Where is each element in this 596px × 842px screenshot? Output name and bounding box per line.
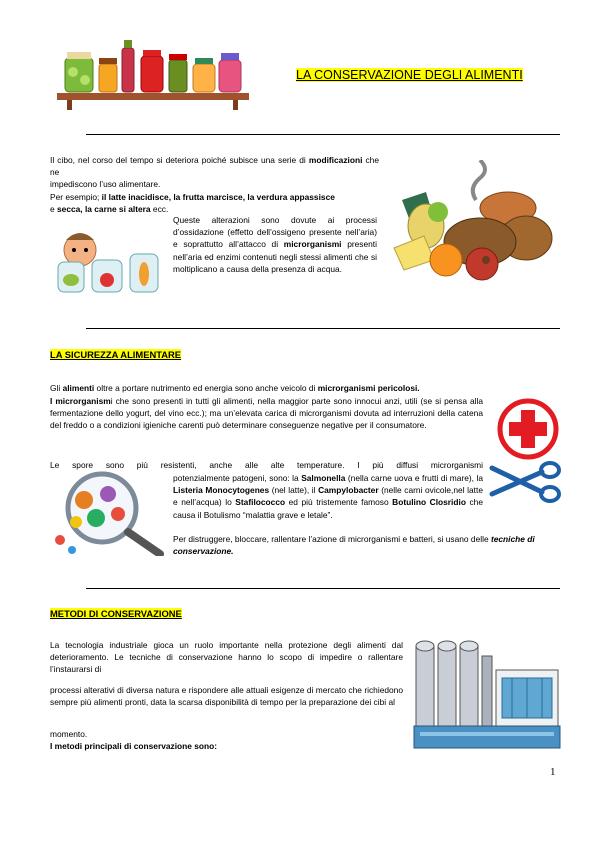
page-title: LA CONSERVAZIONE DEGLI ALIMENTI [296,68,523,82]
spoiled-food-illustration [388,160,558,290]
alteration-paragraph: Queste alterazioni sono dovute ai processi d’ossidazione (effetto dell’ossigeno presente nell’aria) e soprattutto all’attacco di microrganismi presenti nell’aria ed enzimi contenuti negli stessi alimenti che si moltiplicano a causa della presenza di acqua. [173,215,377,274]
intro-paragraph: Il cibo, nel corso del tempo si deteriora poiché subisce una serie di modificazioni che ne impediscono l’uso alimentare. Per esempio; il latte inacidisce, la frutta marcisce, la verdura appassisce e secca, la carne si altera ecc. [50,155,379,214]
methods-list-intro: I metodi principali di conservazione sono: [50,741,218,751]
methods-paragraph-3: momento. [50,729,88,739]
methods-paragraph-1: La tecnologia industriale gioca un ruolo importante nella protezione degli alimenti dal deterioramento. Le tecniche di conservazione hanno lo scopo di impedire o rallentare l’instaurarsi di [50,640,403,675]
page-number: 1 [550,766,556,778]
safety-heading: LA SICUREZZA ALIMENTARE [50,349,182,360]
scissors-icon [484,458,564,504]
bacteria-magnifier-illustration [52,470,166,556]
divider [86,328,560,329]
conservation-techniques-line: Per distruggere, bloccare, rallentare l’azione di microrganismi e batteri, si usano delle tecniche di conservazione. [173,534,535,557]
safety-intro: Gli alimenti oltre a portare nutrimento ed energia sono anche veicolo di microrganismi pericolosi. [50,383,420,393]
divider [86,134,560,135]
red-cross-icon [497,398,559,460]
preserve-jars-illustration [55,38,251,112]
divider [86,588,560,589]
spores-line: Le spore sono più resistenti, anche alle alte temperature. I più diffusi microrganismi [50,460,483,470]
pathogens-paragraph: potenzialmente patogeni, sono: la Salmonella (nella carne uova e frutti di mare), la Listeria Monocytogenes (nel latte), il Campylobacter (nelle carni ovicole,nel latte e nell’acqua) lo Stafilococco ed più tristemente famoso Botulino Closridio che causa il Botulismo “malattia grave e letale”. [173,473,484,520]
food-alteration-illustration [52,224,164,296]
food-factory-illustration [412,630,562,752]
methods-paragraph-2: processi alterativi di diversa natura e rispondere alle attuali esigenze di mercato che richiedono sempre più alimenti pronti, data la scarsa disponibilità di tempo per la preparazione dei cibi al [50,685,403,708]
methods-heading: METODI DI CONSERVAZIONE [50,608,182,619]
microorganisms-paragraph: I microrganismi che sono presenti in tutti gli alimenti, nella maggior parte sono innocui anzi, utili (se si pensa alla fermentazione dello yogurt, del vino ecc.); ma un’elevata carica di microrganismi dovuta ad interruzioni della catena del freddo o a condizioni igieniche carenti può determinare conseguenze negative per il consumatore. [50,396,484,431]
